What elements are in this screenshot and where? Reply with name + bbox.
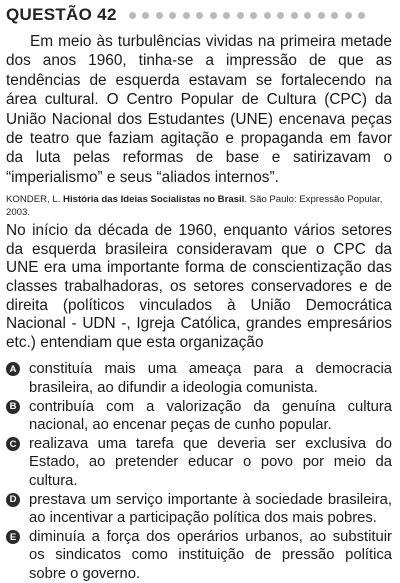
answer-options bbox=[6, 360, 392, 582]
question-title: QUESTÃO 42 bbox=[6, 5, 117, 24]
decorative-dot bbox=[277, 12, 284, 19]
decorative-dot-row bbox=[129, 12, 366, 19]
option-d[interactable] bbox=[6, 491, 392, 527]
option-letter-badge: A bbox=[6, 362, 20, 376]
decorative-dot bbox=[304, 12, 311, 19]
option-e[interactable] bbox=[6, 528, 392, 583]
decorative-dot bbox=[291, 12, 298, 19]
option-text: realizava uma tarefa que deveria ser exclusiva do Estado, ao pretender educar o povo por meio da cultura. bbox=[29, 436, 392, 489]
decorative-dot bbox=[358, 12, 365, 19]
decorative-dot bbox=[210, 12, 217, 19]
citation-rest: . São Paulo: Expressão Popular, 2003. bbox=[6, 194, 383, 219]
citation-author: KONDER, L. bbox=[6, 194, 64, 206]
decorative-dot bbox=[345, 12, 352, 19]
source-passage: Em meio às turbulências vividas na primeira metade dos anos 1960, tinha-se a impressão de que as tendências de esquerda estavam se fortalecendo na área cultural. O Centro Popular de Cultura (CPC) da União Nacional dos Estudantes (UNE) encenava peças de teatro que faziam agitação e propaganda em favor da luta pelas reformas de base e satirizavam o “imperialismo” e seus “aliados internos”. bbox=[6, 33, 392, 186]
decorative-dot bbox=[264, 12, 271, 19]
option-letter-badge: B bbox=[6, 400, 20, 414]
decorative-dot bbox=[331, 12, 338, 19]
decorative-dot bbox=[237, 12, 244, 19]
option-letter-badge: D bbox=[6, 493, 20, 507]
decorative-dot bbox=[129, 12, 136, 19]
option-text: contribuía com a valorização da genuína cultura nacional, ao encenar peças de cunho popular. bbox=[29, 398, 392, 434]
option-text: constituía mais uma ameaça para a democracia brasileira, ao difundir a ideologia comunista. bbox=[29, 361, 392, 396]
decorative-dot bbox=[183, 12, 190, 19]
decorative-dot bbox=[156, 12, 163, 19]
decorative-dot bbox=[196, 12, 203, 19]
citation-title: História das Ideias Socialistas no Brasil bbox=[63, 194, 245, 206]
option-c[interactable] bbox=[6, 435, 392, 490]
decorative-dot bbox=[318, 12, 325, 19]
citation bbox=[6, 193, 392, 219]
option-b[interactable] bbox=[6, 398, 392, 434]
question-header bbox=[6, 4, 392, 26]
option-text: prestava um serviço importante à sociedade brasileira, ao incentivar a participação política dos mais pobres. bbox=[29, 491, 392, 527]
decorative-dot bbox=[142, 12, 149, 19]
decorative-dot bbox=[169, 12, 176, 19]
option-text: diminuía a força dos operários urbanos, ao substituir os sindicatos como instituição de pressão política sobre o governo. bbox=[29, 529, 392, 582]
option-letter-badge: E bbox=[6, 530, 20, 544]
option-letter-badge: C bbox=[6, 437, 20, 451]
decorative-dot bbox=[223, 12, 230, 19]
question-stem: No início da década de 1960, enquanto vários setores da esquerda brasileira consideravam que o CPC da UNE era uma importante forma de conscientização das classes trabalhadoras, os setores conservadores e de direita (políticos vinculados à União Democrática Nacional - UDN -, Igreja Católica, grandes empresários etc.) entendiam que esta organização bbox=[6, 222, 392, 351]
decorative-dot bbox=[250, 12, 257, 19]
option-a[interactable] bbox=[6, 360, 392, 396]
